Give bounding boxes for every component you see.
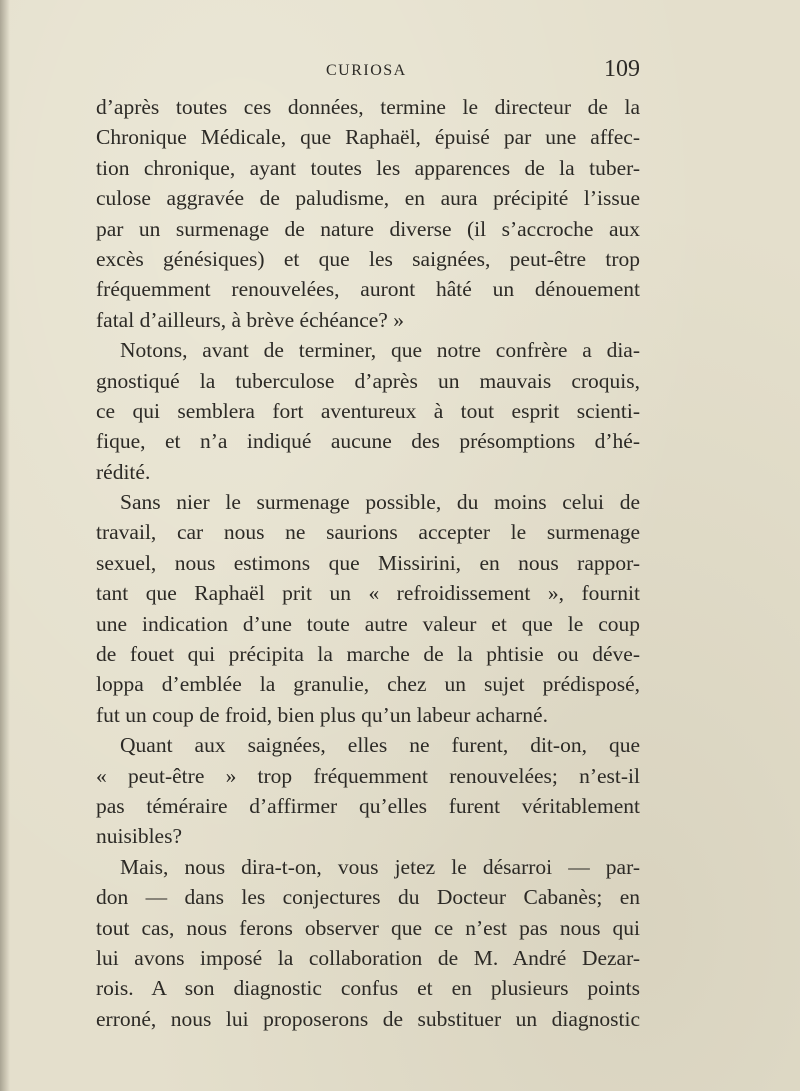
page-number: 109 [604,56,640,82]
text-line: tant que Raphaël prit un « refroidissement », fournit [96,581,640,606]
text-line: culose aggravée de paludisme, en aura précipité l’issue [96,186,640,211]
text-line: don — dans les conjectures du Docteur Cabanès; en [96,885,640,910]
text-line: gnostiqué la tuberculose d’après un mauvais croquis, [96,368,640,393]
text-line: lui avons imposé la collaboration de M. André Dezar- [96,945,640,970]
text-line: pas téméraire d’affirmer qu’elles furent véritablement [96,793,640,818]
text-line: « peut-être » trop fréquemment renouvelées; n’est-il [96,763,640,788]
page-header [96,56,640,86]
text-line: Notons, avant de terminer, que notre confrère a dia- [120,338,640,363]
text-line: rédité. [96,459,151,484]
text-line: rois. A son diagnostic confus et en plusieurs points [96,976,640,1001]
text-line: Quant aux saignées, elles ne furent, dit-on, que [120,733,640,758]
text-line: sexuel, nous estimons que Missirini, en nous rappor- [96,550,640,575]
text-line: fatal d’ailleurs, à brève échéance? » [96,307,404,332]
text-line: par un surmenage de nature diverse (il s’accroche aux [96,216,640,241]
page-edge-shadow [0,0,10,1091]
text-line: loppa d’emblée la granulie, chez un sujet prédisposé, [96,672,640,697]
text-line: une indication d’une toute autre valeur et que le coup [96,611,640,636]
text-line: excès génésiques) et que les saignées, peut-être trop [96,246,640,271]
text-line: d’après toutes ces données, termine le directeur de la [96,95,640,119]
text-line: fique, et n’a indiqué aucune des présomptions d’hé- [96,429,640,454]
text-line: tout cas, nous ferons observer que ce n’est pas nous qui [96,915,640,940]
text-line: Sans nier le surmenage possible, du moins celui de [120,490,640,515]
text-line: nuisibles? [96,824,182,849]
text-line: travail, car nous ne saurions accepter le surmenage [96,520,640,545]
text-line: fut un coup de froid, bien plus qu’un labeur acharné. [96,702,548,727]
body-text [96,92,640,1034]
text-line: ce qui semblera fort aventureux à tout esprit scienti- [96,398,640,423]
text-line: de fouet qui précipita la marche de la phtisie ou déve- [96,642,640,667]
text-line: erroné, nous lui proposerons de substituer un diagnostic [96,1006,640,1031]
running-head: CURIOSA [326,62,407,79]
text-line: tion chronique, ayant toutes les apparences de la tuber- [96,155,640,180]
text-line: fréquemment renouvelées, auront hâté un dénouement [96,277,640,302]
text-line: Mais, nous dira-t-on, vous jetez le désarroi — par- [120,854,640,879]
text-line: Chronique Médicale, que Raphaël, épuisé par une affec- [96,125,640,150]
